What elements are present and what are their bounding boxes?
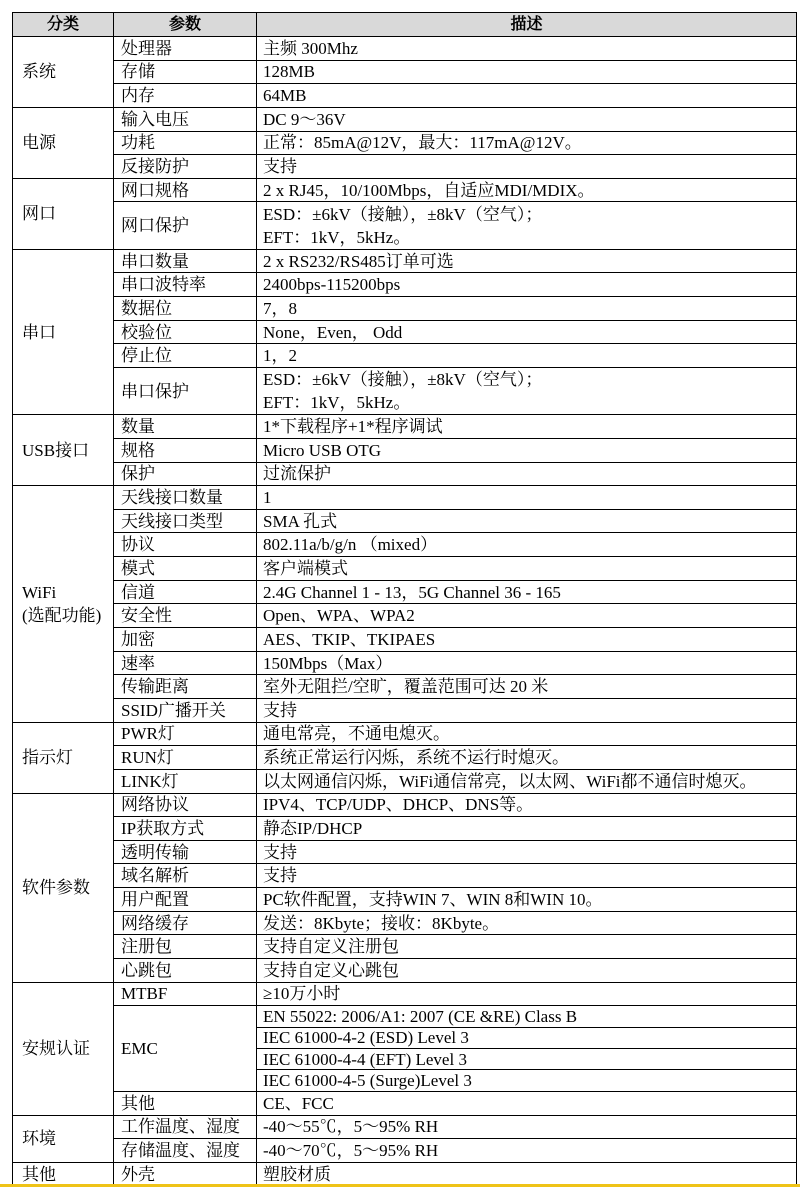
param-cell: 输入电压 (114, 107, 257, 131)
table-row (13, 888, 797, 912)
desc-cell: 以太网通信闪烁，WiFi通信常亮，以太网、WiFi都不通信时熄灭。 (257, 769, 797, 793)
table-row (13, 415, 797, 439)
param-cell: IP获取方式 (114, 817, 257, 841)
category-cell: 电源 (13, 107, 114, 178)
header-param: 参数 (114, 13, 257, 37)
desc-cell: 塑胶材质 (257, 1162, 797, 1186)
desc-cell: ≥10万小时 (257, 982, 797, 1006)
param-cell: 网络缓存 (114, 911, 257, 935)
param-cell: 速率 (114, 651, 257, 675)
desc-cell: IEC 61000-4-4 (EFT) Level 3 (257, 1049, 797, 1070)
table-row (13, 84, 797, 108)
desc-cell: CE、FCC (257, 1091, 797, 1115)
desc-cell: 2400bps-115200bps (257, 273, 797, 297)
param-cell: 存储温度、湿度 (114, 1139, 257, 1163)
table-row (13, 840, 797, 864)
desc-cell: 支持自定义注册包 (257, 935, 797, 959)
param-cell: PWR灯 (114, 722, 257, 746)
table-row (13, 249, 797, 273)
param-cell: 安全性 (114, 604, 257, 628)
desc-cell: PC软件配置，支持WIN 7、WIN 8和WIN 10。 (257, 888, 797, 912)
param-cell: 数据位 (114, 297, 257, 321)
desc-cell: -40～55℃，5～95% RH (257, 1115, 797, 1139)
desc-cell: 主频 300Mhz (257, 37, 797, 61)
param-cell: 透明传输 (114, 840, 257, 864)
param-cell: LINK灯 (114, 769, 257, 793)
desc-cell: ESD：±6kV（接触），±8kV（空气）； EFT：1kV，5kHz。 (257, 367, 797, 414)
desc-cell: 系统正常运行闪烁，系统不运行时熄灭。 (257, 746, 797, 770)
table-row (13, 344, 797, 368)
table-row (13, 320, 797, 344)
table-row (13, 1115, 797, 1139)
table-row (13, 509, 797, 533)
param-cell: 其他 (114, 1091, 257, 1115)
category-cell: 安规认证 (13, 982, 114, 1115)
desc-cell: 过流保护 (257, 462, 797, 486)
param-cell: 网络协议 (114, 793, 257, 817)
desc-cell: -40～70℃，5～95% RH (257, 1139, 797, 1163)
category-cell: 其他 (13, 1162, 114, 1186)
desc-cell: 2.4G Channel 1 - 13，5G Channel 36 - 165 (257, 580, 797, 604)
table-row (13, 580, 797, 604)
desc-cell: IEC 61000-4-2 (ESD) Level 3 (257, 1027, 797, 1048)
param-cell: SSID广播开关 (114, 698, 257, 722)
param-cell: 网口规格 (114, 178, 257, 202)
table-row (13, 486, 797, 510)
param-cell: 反接防护 (114, 155, 257, 179)
desc-cell: 静态IP/DHCP (257, 817, 797, 841)
table-row (13, 698, 797, 722)
category-cell: USB接口 (13, 415, 114, 486)
category-cell: 串口 (13, 249, 114, 415)
desc-cell: 支持 (257, 864, 797, 888)
spec-table-head (13, 13, 797, 37)
table-row (13, 1091, 797, 1115)
table-row (13, 367, 797, 414)
desc-cell: AES、TKIP、TKIPAES (257, 628, 797, 652)
param-cell: 天线接口数量 (114, 486, 257, 510)
desc-cell: 支持 (257, 155, 797, 179)
desc-cell: 7，8 (257, 297, 797, 321)
param-cell: 串口数量 (114, 249, 257, 273)
param-cell: 加密 (114, 628, 257, 652)
desc-cell: 150Mbps（Max） (257, 651, 797, 675)
param-cell: 心跳包 (114, 959, 257, 983)
param-cell: 用户配置 (114, 888, 257, 912)
table-row (13, 1162, 797, 1186)
table-row (13, 37, 797, 61)
desc-cell: 客户端模式 (257, 557, 797, 581)
desc-cell: IPV4、TCP/UDP、DHCP、DNS等。 (257, 793, 797, 817)
table-row (13, 864, 797, 888)
table-row (13, 628, 797, 652)
param-cell: 校验位 (114, 320, 257, 344)
desc-cell: 1*下载程序+1*程序调试 (257, 415, 797, 439)
desc-cell: Micro USB OTG (257, 438, 797, 462)
desc-cell: 支持 (257, 698, 797, 722)
desc-cell: 2 x RS232/RS485订单可选 (257, 249, 797, 273)
table-row (13, 297, 797, 321)
param-cell: 网口保护 (114, 202, 257, 249)
desc-cell: Open、WPA、WPA2 (257, 604, 797, 628)
param-cell: 规格 (114, 438, 257, 462)
desc-cell: IEC 61000-4-5 (Surge)Level 3 (257, 1070, 797, 1091)
param-cell: 处理器 (114, 37, 257, 61)
table-row (13, 722, 797, 746)
header-row (13, 13, 797, 37)
param-cell: 停止位 (114, 344, 257, 368)
table-row (13, 273, 797, 297)
table-row (13, 131, 797, 155)
param-cell: 域名解析 (114, 864, 257, 888)
param-cell: 数量 (114, 415, 257, 439)
table-row (13, 107, 797, 131)
table-row (13, 746, 797, 770)
desc-cell: DC 9～36V (257, 107, 797, 131)
category-cell: 指示灯 (13, 722, 114, 793)
table-row (13, 533, 797, 557)
desc-cell: None，Even， Odd (257, 320, 797, 344)
table-row (13, 604, 797, 628)
table-row (13, 1139, 797, 1163)
param-cell: 注册包 (114, 935, 257, 959)
desc-cell: ESD：±6kV（接触），±8kV（空气）； EFT：1kV，5kHz。 (257, 202, 797, 249)
table-row (13, 462, 797, 486)
desc-cell: SMA 孔式 (257, 509, 797, 533)
param-cell: 保护 (114, 462, 257, 486)
param-cell: 内存 (114, 84, 257, 108)
param-cell: 工作温度、湿度 (114, 1115, 257, 1139)
category-cell: 软件参数 (13, 793, 114, 982)
table-row (13, 793, 797, 817)
table-row (13, 675, 797, 699)
desc-cell: 室外无阻拦/空旷，覆盖范围可达 20 米 (257, 675, 797, 699)
table-row (13, 1006, 797, 1027)
param-cell: 协议 (114, 533, 257, 557)
desc-cell: 802.11a/b/g/n （mixed） (257, 533, 797, 557)
table-row (13, 155, 797, 179)
param-cell: 存储 (114, 60, 257, 84)
category-cell: WiFi (选配功能) (13, 486, 114, 722)
table-row (13, 769, 797, 793)
table-row (13, 817, 797, 841)
desc-cell: 128MB (257, 60, 797, 84)
table-row (13, 982, 797, 1006)
category-cell: 系统 (13, 37, 114, 108)
desc-cell: 1 (257, 486, 797, 510)
param-cell: 串口保护 (114, 367, 257, 414)
param-cell: 模式 (114, 557, 257, 581)
param-cell: 外壳 (114, 1162, 257, 1186)
desc-cell: 支持自定义心跳包 (257, 959, 797, 983)
param-cell: 功耗 (114, 131, 257, 155)
desc-cell: 发送：8Kbyte；接收：8Kbyte。 (257, 911, 797, 935)
spec-table-body (13, 37, 797, 1186)
table-row (13, 557, 797, 581)
param-cell: 天线接口类型 (114, 509, 257, 533)
table-row (13, 178, 797, 202)
category-cell: 环境 (13, 1115, 114, 1162)
param-cell: 传输距离 (114, 675, 257, 699)
desc-cell: 支持 (257, 840, 797, 864)
table-row (13, 438, 797, 462)
desc-cell: 通电常亮，不通电熄灭。 (257, 722, 797, 746)
desc-cell: 64MB (257, 84, 797, 108)
table-row (13, 651, 797, 675)
desc-cell: EN 55022: 2006/A1: 2007 (CE &RE) Class B (257, 1006, 797, 1027)
table-row (13, 60, 797, 84)
header-desc: 描述 (257, 13, 797, 37)
header-category: 分类 (13, 13, 114, 37)
param-cell: EMC (114, 1006, 257, 1092)
spec-table (12, 12, 797, 1186)
param-cell: RUN灯 (114, 746, 257, 770)
param-cell: 信道 (114, 580, 257, 604)
category-cell: 网口 (13, 178, 114, 249)
desc-cell: 2 x RJ45，10/100Mbps，自适应MDI/MDIX。 (257, 178, 797, 202)
table-row (13, 935, 797, 959)
table-row (13, 202, 797, 249)
desc-cell: 1，2 (257, 344, 797, 368)
table-row (13, 959, 797, 983)
param-cell: MTBF (114, 982, 257, 1006)
desc-cell: 正常：85mA@12V，最大：117mA@12V。 (257, 131, 797, 155)
param-cell: 串口波特率 (114, 273, 257, 297)
table-row (13, 911, 797, 935)
